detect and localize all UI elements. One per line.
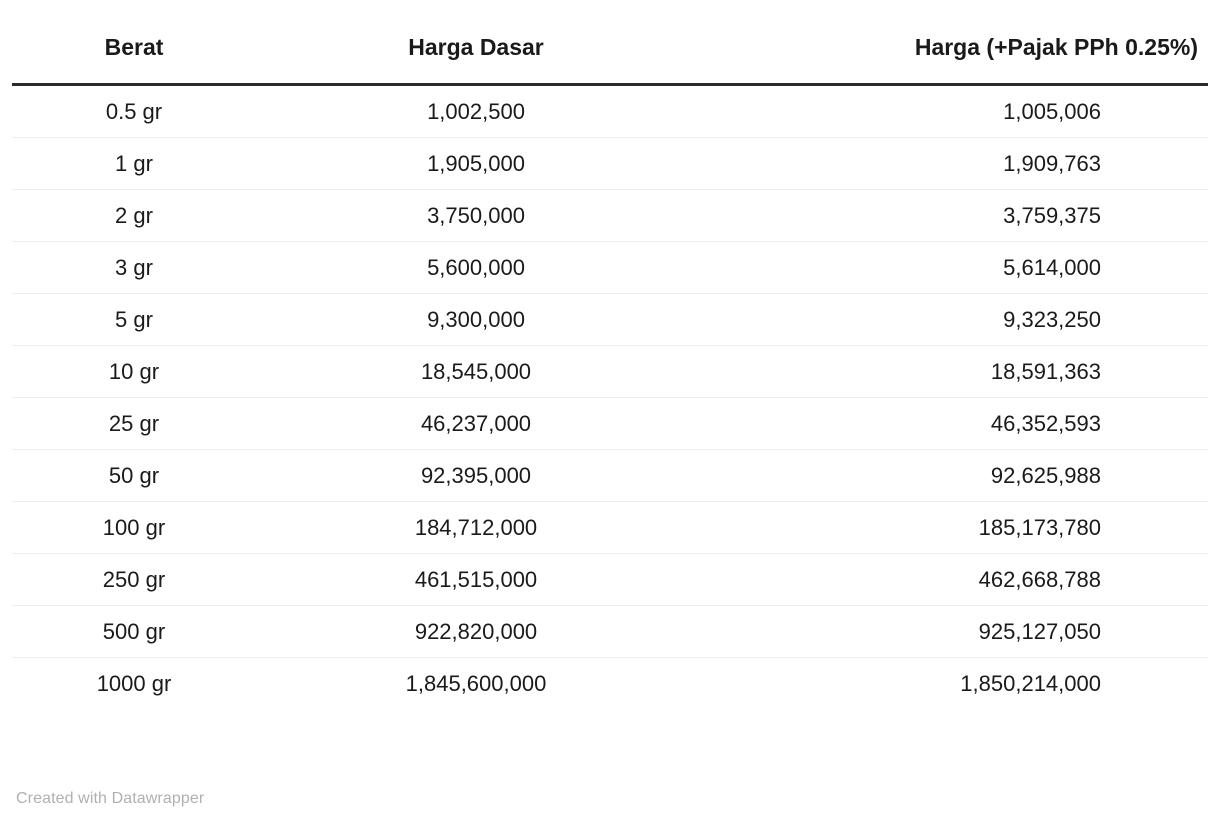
cell-harga-pajak: 5,614,000 — [692, 242, 1208, 294]
cell-harga-pajak: 46,352,593 — [692, 398, 1208, 450]
cell-berat: 500 gr — [12, 606, 284, 658]
table-row — [12, 242, 1208, 294]
cell-berat: 10 gr — [12, 346, 284, 398]
cell-berat: 2 gr — [12, 190, 284, 242]
cell-harga-pajak: 185,173,780 — [692, 502, 1208, 554]
table-header-row — [12, 34, 1208, 85]
table-row — [12, 294, 1208, 346]
cell-berat: 5 gr — [12, 294, 284, 346]
cell-harga-dasar: 461,515,000 — [284, 554, 692, 606]
datawrapper-credit[interactable]: Created with Datawrapper — [16, 790, 205, 807]
cell-harga-dasar: 92,395,000 — [284, 450, 692, 502]
cell-berat: 3 gr — [12, 242, 284, 294]
cell-harga-dasar: 1,845,600,000 — [405, 671, 547, 696]
cell-harga-dasar: 18,545,000 — [284, 346, 692, 398]
table-row — [12, 450, 1208, 502]
cell-harga-dasar: 1,002,500 — [284, 85, 692, 138]
table-row — [12, 554, 1208, 606]
table-body — [12, 85, 1208, 710]
price-table — [12, 34, 1208, 709]
cell-harga-pajak: 18,591,363 — [692, 346, 1208, 398]
cell-berat: 50 gr — [12, 450, 284, 502]
cell-berat: 1000 gr — [96, 671, 172, 696]
cell-harga-pajak: 462,668,788 — [692, 554, 1208, 606]
cell-harga-dasar: 3,750,000 — [284, 190, 692, 242]
column-header-harga-pajak: Harga (+Pajak PPh 0.25%) — [692, 34, 1208, 85]
cell-harga-pajak: 3,759,375 — [692, 190, 1208, 242]
cell-harga-pajak: 92,625,988 — [692, 450, 1208, 502]
cell-harga-dasar: 9,300,000 — [284, 294, 692, 346]
table-row — [12, 502, 1208, 554]
table-row — [12, 190, 1208, 242]
cell-berat: 0.5 gr — [12, 85, 284, 138]
table-row — [12, 606, 1208, 658]
table-header — [12, 34, 1208, 85]
cell-harga-pajak: 1,850,214,000 — [960, 671, 1101, 696]
table-row — [12, 85, 1208, 138]
cell-harga-dasar: 5,600,000 — [284, 242, 692, 294]
cell-harga-dasar: 46,237,000 — [284, 398, 692, 450]
cell-harga-dasar: 922,820,000 — [284, 606, 692, 658]
table-row — [12, 658, 1208, 710]
cell-harga-pajak: 925,127,050 — [692, 606, 1208, 658]
table-row — [12, 346, 1208, 398]
table-row — [12, 138, 1208, 190]
cell-berat: 1 gr — [12, 138, 284, 190]
cell-harga-dasar: 184,712,000 — [284, 502, 692, 554]
column-header-berat: Berat — [12, 34, 284, 85]
cell-harga-pajak: 9,323,250 — [692, 294, 1208, 346]
cell-harga-pajak: 1,005,006 — [692, 85, 1208, 138]
table-row — [12, 398, 1208, 450]
cell-berat: 250 gr — [12, 554, 284, 606]
column-header-harga-dasar: Harga Dasar — [284, 34, 692, 85]
cell-harga-dasar: 1,905,000 — [284, 138, 692, 190]
cell-berat: 100 gr — [12, 502, 284, 554]
cell-berat: 25 gr — [12, 398, 284, 450]
cell-harga-pajak: 1,909,763 — [692, 138, 1208, 190]
